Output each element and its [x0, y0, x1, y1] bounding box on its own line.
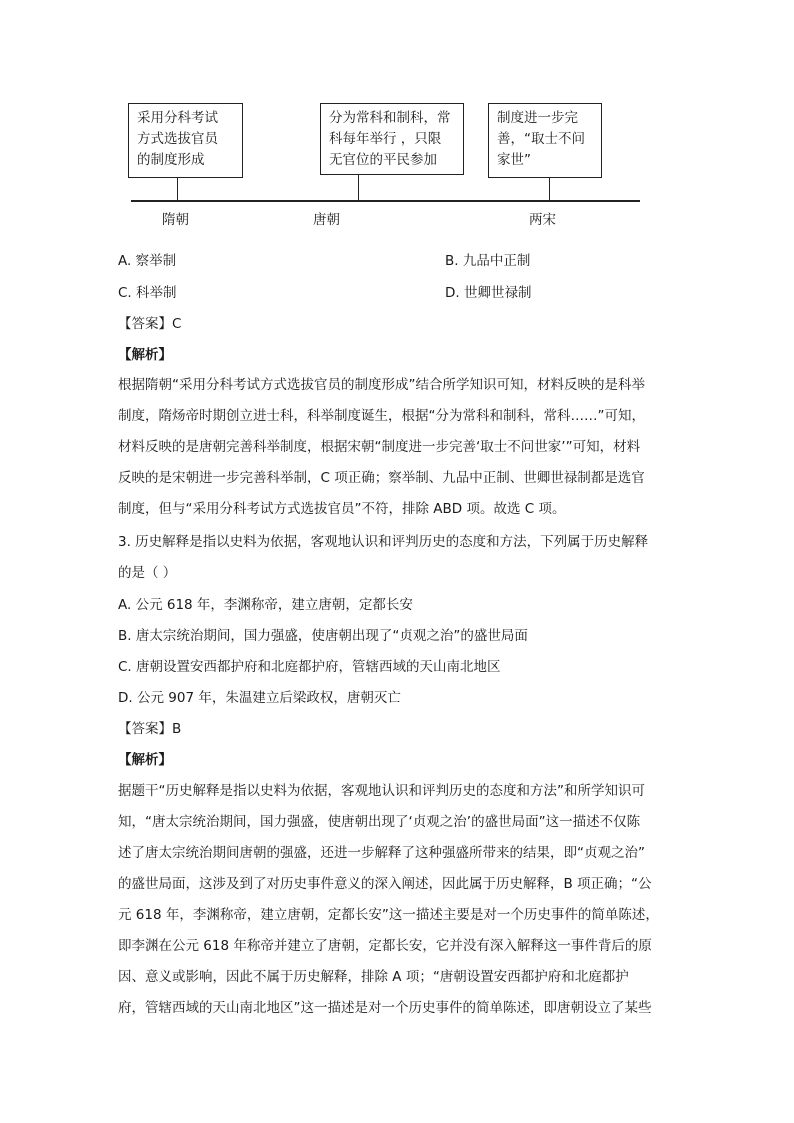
q2-option-d: D. 世卿世禄制 — [445, 285, 532, 301]
q3-analysis-line: 据题干“历史解释是指以史料为依据，客观地认识和评判历史的态度和方法”和所学知识可 — [118, 783, 645, 799]
q2-option-a: A. 察举制 — [118, 253, 177, 269]
timeline-tick — [549, 178, 550, 200]
q3-analysis-line: 即李渊在公元 618 年称帝并建立了唐朝，定都长安，它并没有深入解释这一事件背后的原 — [118, 938, 652, 954]
q2-answer: 【答案】C — [118, 316, 182, 332]
q2-option-b: B. 九品中正制 — [445, 253, 531, 269]
q3-analysis-line: 府，管辖西域的天山南北地区”这一描述是对一个历史事件的简单陈述，即唐朝设立了某些 — [118, 1000, 652, 1016]
timeline-label-sui: 隋朝 — [162, 212, 189, 228]
timeline-box-sui: 采用分科考试 方式选拔官员 的制度形成 — [128, 103, 243, 178]
timeline-label-song: 两宋 — [529, 212, 556, 228]
q2-analysis-title: 【解析】 — [118, 347, 172, 363]
q3-stem-line: 3. 历史解释是指以史料为依据，客观地认识和评判历史的态度和方法，下列属于历史解释 — [118, 534, 649, 550]
q3-answer: 【答案】B — [118, 721, 182, 737]
timeline-tick — [177, 178, 178, 200]
q2-analysis-line: 制度，但与“采用分科考试方式选拔官员”不符，排除 ABD 项。故选 C 项。 — [118, 501, 566, 517]
q3-option-b: B. 唐太宗统治期间，国力强盛，使唐朝出现了“贞观之治”的盛世局面 — [118, 628, 528, 644]
q3-analysis-line: 元 618 年，李渊称帝，建立唐朝，定都长安”这一描述主要是对一个历史事件的简单陈述， — [118, 907, 659, 923]
q3-option-c: C. 唐朝设置安西都护府和北庭都护府，管辖西域的天山南北地区 — [118, 659, 501, 675]
timeline-tick — [358, 175, 359, 200]
q2-option-c: C. 科举制 — [118, 285, 177, 301]
q3-analysis-line: 述了唐太宗统治期间唐朝的强盛，还进一步解释了这种强盛所带来的结果，即“贞观之治” — [118, 845, 645, 861]
timeline-label-tang: 唐朝 — [313, 212, 340, 228]
q3-analysis-line: 的盛世局面，这涉及到了对历史事件意义的深入阐述，因此属于历史解释，B 项正确；“公 — [118, 876, 652, 892]
q3-option-d: D. 公元 907 年，朱温建立后梁政权，唐朝灭亡 — [118, 690, 401, 706]
timeline-box-song: 制度进一步完 善，“取士不问 家世” — [488, 103, 602, 178]
timeline-axis — [131, 200, 640, 202]
q3-analysis-line: 知，“唐太宗统治期间，国力强盛，使唐朝出现了‘贞观之治’的盛世局面”这一描述不仅陈 — [118, 814, 641, 830]
q3-analysis-title: 【解析】 — [118, 752, 172, 768]
q3-analysis-line: 因、意义或影响，因此不属于历史解释，排除 A 项；“唐朝设置安西都护府和北庭都护 — [118, 969, 629, 985]
q2-analysis-line: 制度，隋炀帝时期创立进士科，科举制度诞生，根据“分为常科和制科，常科……”可知， — [118, 408, 645, 424]
q3-option-a: A. 公元 618 年，李渊称帝，建立唐朝，定都长安 — [118, 597, 413, 613]
q3-stem-line: 的是（ ） — [118, 565, 177, 581]
q2-analysis-line: 反映的是宋朝进一步完善科举制，C 项正确；察举制、九品中正制、世卿世禄制都是选官 — [118, 470, 645, 486]
q2-analysis-line: 材料反映的是唐朝完善科举制度，根据宋朝“制度进一步完善‘取士不问世家’”可知，材料 — [118, 439, 641, 455]
timeline-box-tang: 分为常科和制科，常 科每年举行 ，只限 无官位的平民参加 — [320, 103, 464, 175]
q2-analysis-line: 根据隋朝“采用分科考试方式选拔官员的制度形成”结合所学知识可知，材料反映的是科举 — [118, 377, 645, 393]
